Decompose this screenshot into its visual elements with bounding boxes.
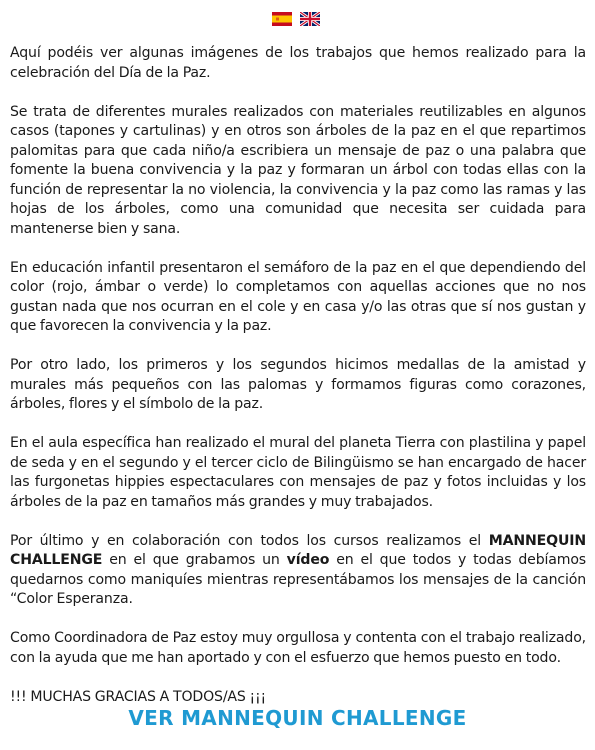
paragraph-infantil: En educación infantil presentaron el semáforo de la paz en el que dependiendo del color (rojo, ámbar o verde) lo completamos con aquellas acciones que no nos gustan nada que nos ocurran en el cole y en casa y/o las otras que sí nos gustan y que favorecen la convivencia y la paz. [10,259,586,334]
language-selector [272,12,320,26]
article-body [10,44,586,727]
spanish-flag-icon[interactable] [272,12,292,26]
ver-mannequin-challenge-link[interactable]: VER MANNEQUIN CHALLENGE [128,706,467,730]
paragraph-coordinator: Como Coordinadora de Paz estoy muy orgullosa y contenta con el trabajo realizado, con la ayuda que me han aportado y con el esfuerzo que hemos puesto en todo. [10,630,586,666]
paragraph-murals: Se trata de diferentes murales realizados con materiales reutilizables en algunos casos (tapones y cartulinas) y en otros son árboles de la paz en el que repartimos palomitas para que cada niño/a escribiera un mensaje de paz o una palabra que fomente la buena convivencia y la paz y formaran un árbol con todas ellas con la función de representar la no violencia, la convivencia y la paz como las ramas y las hojas de los árboles, como una comunidad que necesita ser cuidada para mantenerse bien y sana. [10,103,586,237]
uk-flag-icon[interactable] [300,12,320,26]
mannequin-text-e: en el que todos y todas debíamos quedarnos como maniquíes mientras representábamos los mensajes de la canción “Color Esperanza. [10,552,586,607]
paragraph-thanks: !!! MUCHAS GRACIAS A TODOS/AS ¡¡¡ [10,688,267,705]
video-bold: vídeo [286,552,330,568]
paragraph-medals: Por otro lado, los primeros y los segundos hicimos medallas de la amistad y murales más pequeños con las palomas y formamos figuras como corazones, árboles, flores y el símbolo de la paz. [10,357,586,412]
paragraph-aula: En el aula específica han realizado el mural del planeta Tierra con plastilina y papel de seda y en el segundo y el tercer ciclo de Bilingüismo se han encargado de hacer las furgonetas hippies espectaculares con mensajes de paz y fotos incluidas y los árboles de la paz en tamaños más grandes y muy trabajados. [10,435,586,510]
mannequin-text-a: Por último y en colaboración con todos los cursos realizamos el [10,532,489,549]
paragraph-intro: Aquí podéis ver algunas imágenes de los trabajos que hemos realizado para la celebración del Día de la Paz. [10,45,586,81]
mannequin-text-c: en el que grabamos un [102,552,287,568]
mannequin-challenge-bold: MANNEQUIN CHALLENGE [10,532,586,568]
paragraph-mannequin [10,532,586,610]
cta-container [0,706,595,730]
